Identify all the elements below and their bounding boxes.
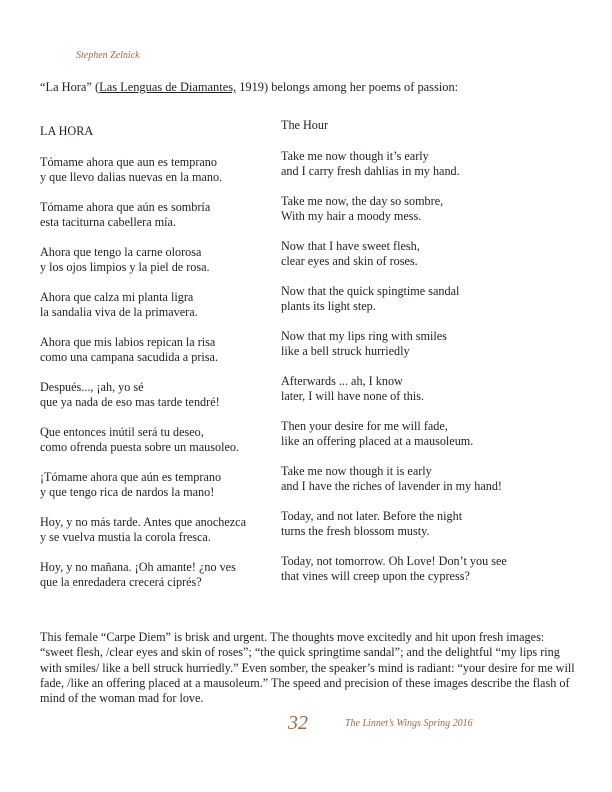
poem-line: Now that I have sweet flesh, xyxy=(281,239,420,253)
stanza xyxy=(40,425,270,455)
stanza xyxy=(281,464,561,494)
poem-line: plants its light step. xyxy=(281,299,376,313)
poem-line: and I have the riches of lavender in my hand! xyxy=(281,479,502,493)
poem-line: que ya nada de eso mas tarde tendré! xyxy=(40,395,220,409)
poem-line: ¡Tómame ahora que aún es temprano xyxy=(40,470,222,484)
commentary-paragraph xyxy=(40,630,580,706)
stanza xyxy=(281,284,561,314)
poem-line: la sandalia viva de la primavera. xyxy=(40,305,198,319)
page-number: 32 xyxy=(288,712,308,734)
poem-english xyxy=(281,118,561,599)
book-title: Las Lenguas de Diamantes, xyxy=(99,80,237,94)
stanza xyxy=(40,155,270,185)
stanza xyxy=(281,149,561,179)
poem-line: Take me now, the day so sombre, xyxy=(281,194,444,208)
poem-line: Ahora que calza mi planta ligra xyxy=(40,290,194,304)
stanza xyxy=(281,194,561,224)
poem-line: Today, not tomorrow. Oh Love! Don’t you see xyxy=(281,554,507,568)
stanzas-spanish xyxy=(40,155,270,590)
poem-line: Afterwards ... ah, I know xyxy=(281,374,403,388)
poem-line: Today, and not later. Before the night xyxy=(281,509,463,523)
poem-line: later, I will have none of this. xyxy=(281,389,425,403)
stanza xyxy=(40,560,270,590)
poem-line: turns the fresh blossom musty. xyxy=(281,524,430,538)
stanza xyxy=(40,380,270,410)
poem-line: like a bell struck hurriedly xyxy=(281,344,410,358)
poem-line: como ofrenda puesta sobre un mausoleo. xyxy=(40,440,240,454)
poem-line: Tómame ahora que aun es temprano xyxy=(40,155,217,169)
poem-spanish xyxy=(40,120,270,605)
stanza xyxy=(281,374,561,404)
poem-line: clear eyes and skin of roses. xyxy=(281,254,418,268)
stanza xyxy=(40,515,270,545)
poem-line: que la enredadera crecerá ciprés? xyxy=(40,575,202,589)
poem-line: Now that the quick spingtime sandal xyxy=(281,284,460,298)
poem-line: y se vuelva mustia la corola fresca. xyxy=(40,530,211,544)
poem-line: esta taciturna cabellera mía. xyxy=(40,215,177,229)
poem-line: like an offering placed at a mausoleum. xyxy=(281,434,474,448)
stanza xyxy=(40,200,270,230)
commentary-line: “sweet flesh, /clear eyes and skin of roses”; “the quick springtime sandal”; and the delightful “my lips ring xyxy=(40,645,560,660)
stanza xyxy=(40,245,270,275)
poem-line: como una campana sacudida a prisa. xyxy=(40,350,218,364)
poem-line: and I carry fresh dahlias in my hand. xyxy=(281,164,460,178)
commentary-line: mind of the woman mad for love. xyxy=(40,691,204,706)
intro-after: 1919) belongs among her poems of passion: xyxy=(236,80,459,94)
stanza xyxy=(281,239,561,269)
poem-line: that vines will creep upon the cypress? xyxy=(281,569,470,583)
commentary-line: fade, /like an offering placed at a mausoleum.” The speed and precision of these images describe the flash of xyxy=(40,675,570,690)
poem-line: Now that my lips ring with smiles xyxy=(281,329,447,343)
poem-line: y que tengo rica de nardos la mano! xyxy=(40,485,215,499)
poem-line: Hoy, y no más tarde. Antes que anochezca xyxy=(40,515,246,529)
poem-title-english: The Hour xyxy=(281,118,329,132)
stanza xyxy=(281,329,561,359)
stanza xyxy=(40,335,270,365)
commentary-line: This female “Carpe Diem” is brisk and urgent. The thoughts move excitedly and hit upon fresh images: xyxy=(40,630,545,644)
poem-line: y los ojos limpios y la piel de rosa. xyxy=(40,260,210,274)
poem-line: Que entonces inútil será tu deseo, xyxy=(40,425,204,439)
stanza xyxy=(281,419,561,449)
intro-paragraph xyxy=(40,80,458,95)
running-header-author: Stephen Zelnick xyxy=(76,50,140,61)
poem-line: Take me now though it’s early xyxy=(281,149,429,163)
poem-line: y que llevo dalias nuevas en la mano. xyxy=(40,170,223,184)
stanzas-english xyxy=(281,149,561,584)
stanza xyxy=(40,470,270,500)
stanza xyxy=(281,509,561,539)
intro-before: “La Hora” ( xyxy=(40,80,100,94)
poem-line: Tómame ahora que aún es sombría xyxy=(40,200,211,214)
journal-name: The Linnet’s Wings Spring 2016 xyxy=(345,718,473,729)
stanza xyxy=(40,290,270,320)
poem-line: With my hair a moody mess. xyxy=(281,209,422,223)
poem-line: Hoy, y no mañana. ¡Oh amante! ¿no ves xyxy=(40,560,236,574)
stanza xyxy=(281,554,561,584)
poem-line: Take me now though it is early xyxy=(281,464,432,478)
commentary-line: with smiles/ like a bell struck hurriedly.” Even somber, the speaker’s mind is radiant: “your desire for me will xyxy=(40,660,575,675)
poem-line: Después..., ¡ah, yo sé xyxy=(40,380,144,394)
poem-line: Then your desire for me will fade, xyxy=(281,419,448,433)
poem-line: Ahora que tengo la carne olorosa xyxy=(40,245,202,259)
poem-line: Ahora que mis labios repican la risa xyxy=(40,335,216,349)
poem-title-spanish: LA HORA xyxy=(40,124,94,138)
